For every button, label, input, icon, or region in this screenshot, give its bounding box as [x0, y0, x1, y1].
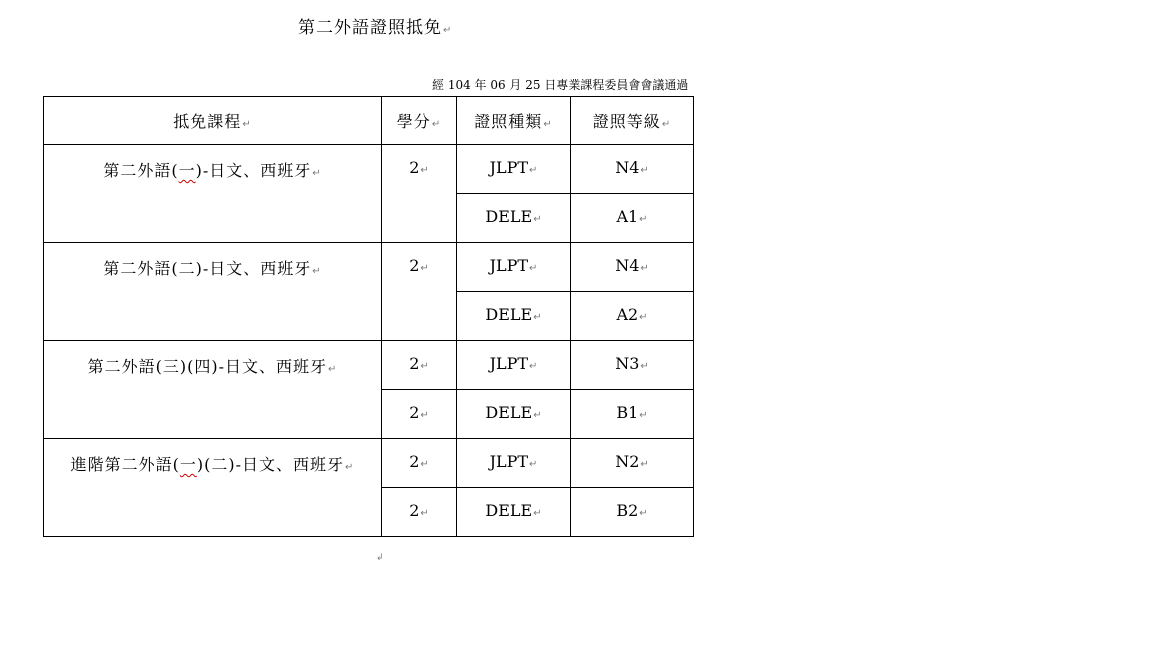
- course-name: 第二外語(三)(四)-日文、西班牙: [87, 357, 327, 376]
- cert-level: N2: [615, 452, 640, 471]
- end-paragraph-mark: ↲: [376, 553, 384, 563]
- paragraph-mark: ↵: [639, 312, 648, 323]
- cert-type-cell: [457, 243, 571, 292]
- cert-level-cell: [571, 194, 694, 243]
- paragraph-mark: ↵: [328, 364, 338, 375]
- cert-level-cell: [571, 292, 694, 341]
- course-name-cell: [44, 341, 382, 439]
- credit-cell: [382, 145, 457, 243]
- cert-type: DELE: [485, 501, 533, 520]
- paragraph-mark: ↵: [529, 263, 538, 274]
- credit-value: 2: [409, 354, 420, 373]
- paragraph-mark: ↵: [533, 410, 542, 421]
- course-name-suffix: )(二)-日文、西班牙: [196, 455, 344, 474]
- paragraph-mark: ↵: [529, 361, 538, 372]
- paragraph-mark: ↵: [639, 410, 648, 421]
- credit-cell: [382, 488, 457, 537]
- cert-type-cell: [457, 145, 571, 194]
- credit-value: 2: [409, 256, 420, 275]
- cert-level: N4: [615, 158, 640, 177]
- credit-cell: [382, 243, 457, 341]
- course-name: 第二外語(二)-日文、西班牙: [103, 259, 312, 278]
- cert-level-cell: [571, 439, 694, 488]
- cert-level-cell: [571, 341, 694, 390]
- paragraph-mark: ↵: [640, 165, 649, 176]
- cert-type: JLPT: [489, 158, 529, 177]
- credit-cell: [382, 439, 457, 488]
- header-cert-type: 證照種類↵: [457, 97, 571, 145]
- cert-level-cell: [571, 145, 694, 194]
- cert-level-cell: [571, 390, 694, 439]
- header-cert-level: 證照等級↵: [571, 97, 694, 145]
- paragraph-mark: ↵: [420, 165, 429, 176]
- cert-level: B1: [616, 403, 639, 422]
- paragraph-mark: ↵: [312, 266, 322, 277]
- course-name-cell: [44, 145, 382, 243]
- paragraph-mark: ↵: [312, 168, 322, 179]
- credit-cell: [382, 341, 457, 390]
- approval-note: 經 104 年 06 月 25 日專業課程委員會會議通過: [432, 78, 689, 92]
- paragraph-mark: ↵: [420, 361, 429, 372]
- paragraph-mark: ↵: [533, 312, 542, 323]
- cert-type: DELE: [485, 305, 533, 324]
- table-row: [44, 145, 694, 194]
- cert-level: N4: [615, 256, 640, 275]
- cert-level: A2: [616, 305, 639, 324]
- cert-type-cell: [457, 439, 571, 488]
- paragraph-mark: ↵: [529, 459, 538, 470]
- credit-value: 2: [409, 501, 420, 520]
- cert-type-cell: [457, 292, 571, 341]
- table-row: [44, 439, 694, 488]
- paragraph-mark: ↵: [420, 410, 429, 421]
- paragraph-mark: ↵: [529, 165, 538, 176]
- course-name-cell: [44, 243, 382, 341]
- cert-type: DELE: [485, 207, 533, 226]
- paragraph-mark: ↵: [640, 263, 649, 274]
- course-name-suffix: )-日文、西班牙: [195, 161, 312, 180]
- cert-type: DELE: [485, 403, 533, 422]
- paragraph-mark: ↵: [640, 459, 649, 470]
- paragraph-mark: ↵: [533, 214, 542, 225]
- paragraph-mark: ↵: [443, 25, 453, 36]
- header-credit: 學分↵: [382, 97, 457, 145]
- credit-cell: [382, 390, 457, 439]
- paragraph-mark: ↵: [420, 263, 429, 274]
- table-header-row: [44, 97, 694, 145]
- cert-type: JLPT: [489, 256, 529, 275]
- paragraph-mark: ↵: [640, 361, 649, 372]
- paragraph-mark: ↵: [420, 459, 429, 470]
- cert-level-cell: [571, 243, 694, 292]
- cert-type-cell: [457, 341, 571, 390]
- paragraph-mark: ↵: [639, 214, 648, 225]
- document-title: 第二外語證照抵免↵: [298, 18, 453, 38]
- credit-value: 2: [409, 452, 420, 471]
- cert-type-cell: [457, 488, 571, 537]
- credit-value: 2: [409, 158, 420, 177]
- cert-level: A1: [616, 207, 639, 226]
- cert-type: JLPT: [489, 354, 529, 373]
- header-course: 抵免課程↵: [44, 97, 382, 145]
- cert-level: B2: [616, 501, 639, 520]
- spellcheck-underlined-text: 一: [179, 455, 197, 474]
- course-name: 第二外語(: [103, 161, 179, 180]
- credit-value: 2: [409, 403, 420, 422]
- course-name: 進階第二外語(: [70, 455, 180, 474]
- paragraph-mark: ↵: [533, 508, 542, 519]
- cert-type-cell: [457, 390, 571, 439]
- paragraph-mark: ↵: [420, 508, 429, 519]
- paragraph-mark: ↵: [345, 462, 355, 473]
- cert-level: N3: [615, 354, 640, 373]
- cert-type-cell: [457, 194, 571, 243]
- cert-type: JLPT: [489, 452, 529, 471]
- table-row: [44, 341, 694, 390]
- cert-level-cell: [571, 488, 694, 537]
- spellcheck-underlined-text: 一: [178, 161, 196, 180]
- course-name-cell: [44, 439, 382, 537]
- paragraph-mark: ↵: [639, 508, 648, 519]
- table-row: [44, 243, 694, 292]
- certificate-exemption-table: [43, 96, 694, 537]
